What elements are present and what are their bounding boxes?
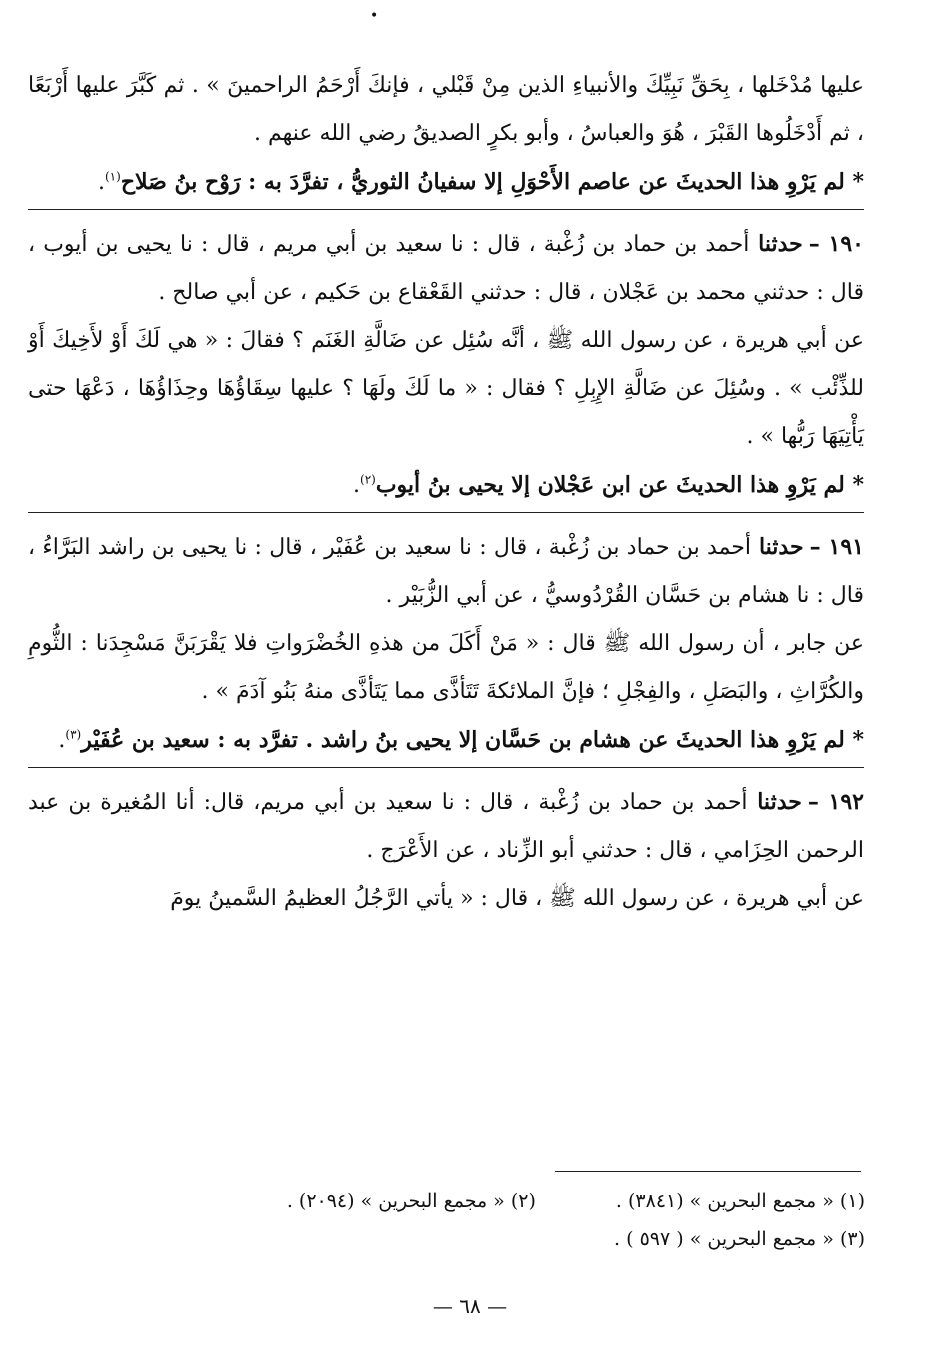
paragraph-text: عن أبي هريرة ، عن رسول الله ﷺ ، أنَّه سُئِل عن ضَالَّةِ الغَنَم ؟ فقالَ : « هي لَكَ أَوْ لأَخِيكَ أَوْ للذِّئْب » . وسُئِلَ عن ضَالَّةِ الإِبِلِ ؟ فقال : « ما لَكَ ولَهَا ؟ عليها سِقَاؤُهَا وحِذَاؤُهَا ، دَعْهَا حتى يَأْتِيَهَا رَبُّها » . xyxy=(28,328,864,449)
hadith-number: ١٩١ – xyxy=(809,534,864,560)
para-paragraph xyxy=(28,317,864,461)
hadith-lead: حدثنا xyxy=(749,231,803,257)
note-paragraph xyxy=(28,716,864,765)
paragraph-text: عليها مُدْخَلها ، بِحَقِّ نَبِيِّكَ والأنبياءِ الذين مِنْ قَبْلي ، فإنكَ أَرْحَمُ الراحمينَ » . ثم كَبَّرَ عليها أَرْبَعًا ، ثم أَدْخَلُوها القَبْرَ ، هُوَ والعباسُ ، وأبو بكرٍ الصديقُ رضي الله عنهم . xyxy=(28,73,864,146)
note-star: * xyxy=(844,727,864,753)
hadith-lead: حدثنا xyxy=(747,789,802,815)
note-text: لم يَرْوِ هذا الحديثَ عن عاصم الأَحْوَلِ إلا سفيانُ الثوريُّ ، تفرَّدَ به : رَوْح بنُ صَلاح xyxy=(120,169,845,195)
footnote: (٣) « مجمع البحرين » ( ٥٩٧ ) . xyxy=(614,1228,865,1250)
paragraph-text: عن أبي هريرة ، عن رسول الله ﷺ ، قال : « يأتي الرَّجُلُ العظيمُ السَّمينُ يومَ xyxy=(170,886,864,911)
note-text: لم يَرْوِ هذا الحديثَ عن هشام بن حَسَّان إلا يحيى بنُ راشد . تفرَّد به : سعيد بن عُفَيْر xyxy=(81,727,845,753)
footnote-ref: (١) xyxy=(104,169,121,184)
note-end: . xyxy=(58,728,66,753)
hadith-paragraph xyxy=(28,523,864,620)
footnote: (٢) « مجمع البحرين » (٢٠٩٤) . xyxy=(286,1190,536,1212)
note-end: . xyxy=(353,473,361,498)
section-divider xyxy=(28,209,864,210)
footnotes xyxy=(90,1182,865,1258)
hadith-text: أحمد بن حماد بن زُغْبة ، قال : نا سعيد بن أبي مريم، قال: أنا المُغيرة بن عبد الرحمن الحِزَامي ، قال : حدثني أبو الزِّناد ، عن الأَعْرَج . xyxy=(28,790,864,863)
note-text: لم يَرْوِ هذا الحديثَ عن ابن عَجْلان إلا يحيى بنُ أيوب xyxy=(375,472,845,498)
paragraph-text: عن جابر ، أن رسول الله ﷺ قال : « مَنْ أَكَلَ من هذهِ الخُضْرَواتِ فلا يَقْرَبَنَّ مَسْجِدَنا : الثُّومِ والكُرَّاثِ ، والبَصَلِ ، والفِجْلِ ؛ فإنَّ الملائكةَ تَتَأذَّى مما يَتَأذَّى منهُ بَنُو آدَمَ » . xyxy=(28,631,864,704)
note-paragraph xyxy=(28,158,864,207)
para-paragraph xyxy=(28,875,864,923)
main-text xyxy=(28,62,864,923)
note-end: . xyxy=(97,170,105,195)
note-star: * xyxy=(844,472,864,498)
hadith-text: أحمد بن حماد بن زُغْبة ، قال : نا سعيد بن أبي مريم ، قال : نا يحيى بن أيوب ، قال : حدثني محمد بن عَجْلان ، قال : حدثني القَعْقاع بن حَكيم ، عن أبي صالح . xyxy=(28,232,864,305)
footnote-rule xyxy=(555,1171,861,1172)
hadith-lead: حدثنا xyxy=(751,534,804,560)
hadith-paragraph xyxy=(28,220,864,317)
hadith-text: أحمد بن حماد بن زُغْبة ، قال : نا سعيد بن عُفَيْر ، قال : نا يحيى بن راشد البَرَّاءُ ، قال : نا هشام بن حَسَّان القُرْدُوسيُّ ، عن أبي الزُّبَيْر . xyxy=(28,535,864,608)
page-number: — ٦٨ — xyxy=(432,1294,508,1318)
footnote-ref: (٣) xyxy=(65,727,82,742)
section-divider xyxy=(28,767,864,768)
note-star: * xyxy=(844,169,864,195)
section-divider xyxy=(28,512,864,513)
footnote-row xyxy=(90,1182,865,1220)
hadith-number: ١٩٢ – xyxy=(807,789,864,815)
top-mark: • xyxy=(370,8,379,24)
hadith-number: ١٩٠ – xyxy=(808,231,864,257)
para-paragraph xyxy=(28,620,864,716)
footnote-ref: (٢) xyxy=(360,472,376,487)
para-paragraph xyxy=(28,62,864,158)
hadith-paragraph xyxy=(28,778,864,875)
footnote-row xyxy=(90,1220,865,1258)
note-paragraph xyxy=(28,461,864,510)
footnote: (١) « مجمع البحرين » (٣٨٤١) . xyxy=(615,1190,865,1212)
